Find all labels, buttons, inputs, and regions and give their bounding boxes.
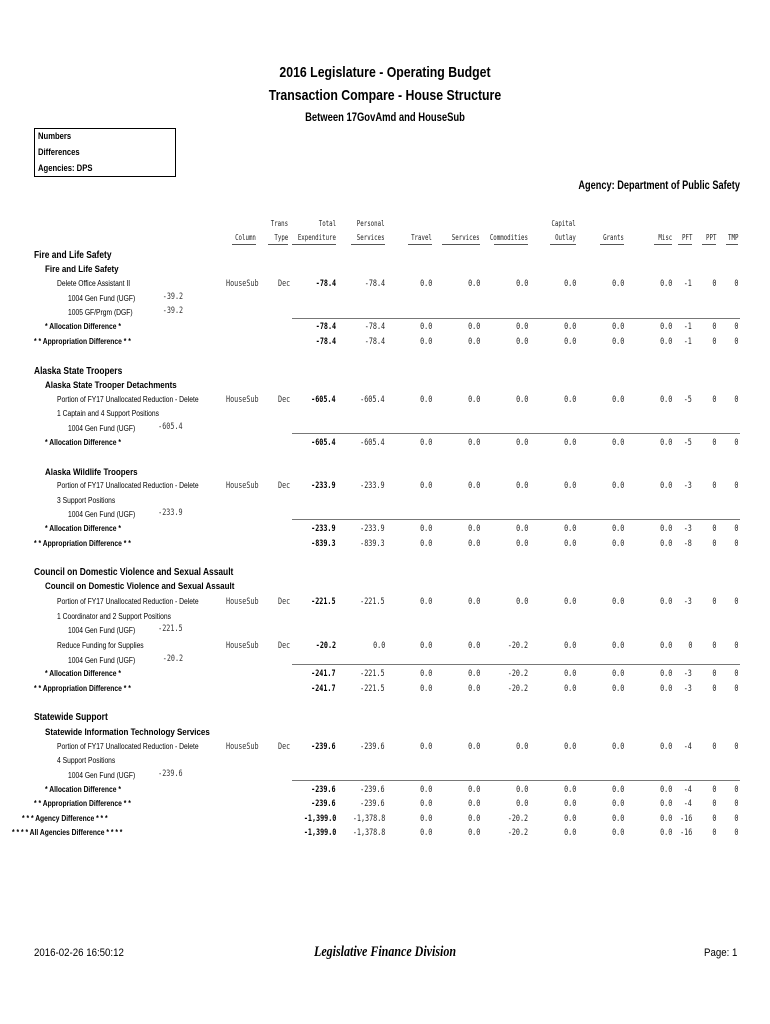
fund-source: 1004 Gen Fund (UGF) [68, 626, 136, 635]
cell-personal: -605.4 [360, 438, 385, 448]
cell-commodities: 0.0 [515, 279, 528, 289]
cell-ppt: 0 [711, 669, 716, 679]
cell-total: -20.2 [315, 641, 336, 651]
allocation-difference: * Allocation Difference * [45, 785, 121, 794]
cell-tmp: 0 [733, 322, 738, 332]
cell-travel: 0.0 [419, 814, 432, 824]
cell-tmp: 0 [733, 799, 738, 809]
cell-misc: 0.0 [659, 438, 672, 448]
cell-tmp: 0 [733, 539, 738, 549]
header-tmp-underline [726, 244, 738, 245]
cell-tmp: 0 [733, 641, 738, 651]
header-trans-type-line1: Trans [270, 219, 288, 228]
trans-type-value: Dec [278, 641, 291, 651]
trans-type-value: Dec [278, 742, 291, 752]
allocation-title: Alaska State Trooper Detachments [45, 380, 177, 391]
cell-personal: -239.6 [360, 799, 385, 809]
cell-misc: 0.0 [659, 814, 672, 824]
fund-amount: -233.9 [158, 508, 183, 518]
cell-pft: -1 [683, 279, 692, 289]
cell-commodities: 0.0 [515, 799, 528, 809]
cell-services: 0.0 [467, 481, 480, 491]
appropriation-difference: * * Appropriation Difference * * [34, 337, 131, 346]
header-travel-line2: Travel [411, 233, 432, 242]
cell-commodities: 0.0 [515, 742, 528, 752]
cell-personal: -1,378.8 [352, 828, 385, 838]
cell-ppt: 0 [711, 539, 716, 549]
cell-misc: 0.0 [659, 395, 672, 405]
cell-services: 0.0 [467, 785, 480, 795]
column-value: HouseSub [226, 641, 259, 651]
cell-services: 0.0 [467, 337, 480, 347]
header-tmp-line2: TMP [727, 233, 738, 242]
cell-tmp: 0 [733, 279, 738, 289]
appropriation-difference: * * Appropriation Difference * * [34, 799, 131, 808]
cell-pft: -3 [683, 684, 692, 694]
appropriation-difference: * * Appropriation Difference * * [34, 539, 131, 548]
header-travel-underline [408, 244, 432, 245]
header-commodities-underline [494, 244, 528, 245]
cell-pft: -3 [683, 597, 692, 607]
cell-misc: 0.0 [659, 669, 672, 679]
header-personal-services-line1: Personal [357, 219, 385, 228]
cell-misc: 0.0 [659, 524, 672, 534]
allocation-title: Fire and Life Safety [45, 264, 119, 275]
cell-grants: 0.0 [611, 684, 624, 694]
trans-type-value: Dec [278, 279, 291, 289]
line-item: Delete Office Assistant II [57, 279, 131, 288]
cell-pft: -3 [683, 669, 692, 679]
header-ppt-line2: PPT [705, 233, 716, 242]
cell-pft: -3 [683, 524, 692, 534]
cell-ppt: 0 [711, 799, 716, 809]
cell-tmp: 0 [733, 395, 738, 405]
allocation-difference: * Allocation Difference * [45, 322, 121, 331]
cell-total: -605.4 [311, 395, 336, 405]
cell-grants: 0.0 [611, 395, 624, 405]
fund-source: 1005 GF/Prgm (DGF) [68, 308, 133, 317]
cell-total: -233.9 [311, 481, 336, 491]
cell-total: -239.6 [311, 799, 336, 809]
cell-misc: 0.0 [659, 742, 672, 752]
cell-grants: 0.0 [611, 597, 624, 607]
allocation-title: Council on Domestic Violence and Sexual Assault [45, 581, 235, 592]
cell-total: -78.4 [315, 279, 336, 289]
agency-title: Agency: Department of Public Safety [578, 180, 740, 192]
column-value: HouseSub [226, 279, 259, 289]
cell-misc: 0.0 [659, 481, 672, 491]
cell-tmp: 0 [733, 828, 738, 838]
cell-tmp: 0 [733, 814, 738, 824]
cell-total: -241.7 [311, 684, 336, 694]
filter-line-differences: Differences [38, 147, 80, 157]
cell-travel: 0.0 [419, 539, 432, 549]
cell-commodities: 0.0 [515, 395, 528, 405]
cell-grants: 0.0 [611, 481, 624, 491]
cell-services: 0.0 [467, 322, 480, 332]
header-total-expenditure-line2: Expenditure [297, 233, 336, 242]
cell-total: -1,399.0 [303, 814, 336, 824]
cell-pft: -1 [683, 337, 692, 347]
header-ppt-underline [702, 244, 716, 245]
cell-commodities: 0.0 [515, 438, 528, 448]
fund-amount: -239.6 [158, 769, 183, 779]
cell-ppt: 0 [711, 785, 716, 795]
cell-ppt: 0 [711, 279, 716, 289]
cell-personal: -605.4 [360, 395, 385, 405]
allocation-difference: * Allocation Difference * [45, 524, 121, 533]
section-title: Fire and Life Safety [34, 250, 112, 261]
cell-capital: 0.0 [563, 799, 576, 809]
cell-capital: 0.0 [563, 481, 576, 491]
cell-grants: 0.0 [611, 322, 624, 332]
cell-personal: -239.6 [360, 785, 385, 795]
cell-tmp: 0 [733, 438, 738, 448]
header-pft-line2: PFT [681, 233, 692, 242]
line-item: Portion of FY17 Unallocated Reduction - Delete [57, 742, 199, 751]
header-trans-type-line2: Type [274, 233, 288, 242]
cell-travel: 0.0 [419, 641, 432, 651]
cell-misc: 0.0 [659, 337, 672, 347]
cell-pft: -5 [683, 438, 692, 448]
cell-capital: 0.0 [563, 395, 576, 405]
cell-commodities: 0.0 [515, 481, 528, 491]
filter-line-numbers: Numbers [38, 131, 72, 141]
cell-tmp: 0 [733, 597, 738, 607]
cell-pft: -1 [683, 322, 692, 332]
agency-difference: * * * Agency Difference * * * [22, 814, 108, 823]
cell-personal: -233.9 [360, 524, 385, 534]
cell-pft: -5 [683, 395, 692, 405]
header-column-underline [232, 244, 256, 245]
footer-timestamp: 2016-02-26 16:50:12 [34, 947, 124, 959]
cell-grants: 0.0 [611, 814, 624, 824]
cell-grants: 0.0 [611, 524, 624, 534]
header-grants-underline [600, 244, 624, 245]
cell-misc: 0.0 [659, 322, 672, 332]
trans-type-value: Dec [278, 597, 291, 607]
subtotal-rule [292, 664, 740, 665]
cell-capital: 0.0 [563, 669, 576, 679]
column-value: HouseSub [226, 481, 259, 491]
header-column-line2: Column [235, 233, 256, 242]
line-item-detail: 1 Coordinator and 2 Support Positions [57, 612, 171, 621]
cell-commodities: 0.0 [515, 597, 528, 607]
cell-capital: 0.0 [563, 785, 576, 795]
cell-travel: 0.0 [419, 785, 432, 795]
fund-amount: -39.2 [162, 306, 183, 316]
cell-total: -78.4 [315, 322, 336, 332]
cell-grants: 0.0 [611, 785, 624, 795]
cell-misc: 0.0 [659, 828, 672, 838]
cell-grants: 0.0 [611, 742, 624, 752]
cell-services: 0.0 [467, 641, 480, 651]
subtotal-rule [292, 780, 740, 781]
cell-personal: 0.0 [372, 641, 385, 651]
cell-total: -239.6 [311, 785, 336, 795]
line-item: Portion of FY17 Unallocated Reduction - Delete [57, 481, 199, 490]
cell-services: 0.0 [467, 669, 480, 679]
cell-personal: -1,378.8 [352, 814, 385, 824]
cell-capital: 0.0 [563, 597, 576, 607]
cell-total: -605.4 [311, 438, 336, 448]
fund-source: 1004 Gen Fund (UGF) [68, 510, 136, 519]
cell-total: -1,399.0 [303, 828, 336, 838]
cell-travel: 0.0 [419, 684, 432, 694]
cell-travel: 0.0 [419, 524, 432, 534]
trans-type-value: Dec [278, 395, 291, 405]
cell-capital: 0.0 [563, 684, 576, 694]
cell-grants: 0.0 [611, 539, 624, 549]
cell-ppt: 0 [711, 524, 716, 534]
header-services-line2: Services [452, 233, 480, 242]
cell-commodities: -20.2 [507, 669, 528, 679]
cell-ppt: 0 [711, 337, 716, 347]
fund-amount: -221.5 [158, 624, 183, 634]
filter-line-agencies: Agencies: DPS [38, 163, 93, 173]
fund-amount: -20.2 [162, 654, 183, 664]
cell-misc: 0.0 [659, 785, 672, 795]
allocation-title: Statewide Information Technology Services [45, 727, 210, 738]
allocation-title: Alaska Wildlife Troopers [45, 467, 138, 478]
subtotal-rule [292, 318, 740, 319]
cell-total: -239.6 [311, 742, 336, 752]
cell-misc: 0.0 [659, 597, 672, 607]
cell-commodities: -20.2 [507, 641, 528, 651]
cell-pft: -4 [683, 785, 692, 795]
cell-tmp: 0 [733, 481, 738, 491]
cell-services: 0.0 [467, 799, 480, 809]
cell-capital: 0.0 [563, 279, 576, 289]
line-item-detail: 1 Captain and 4 Support Positions [57, 409, 159, 418]
fund-source: 1004 Gen Fund (UGF) [68, 294, 136, 303]
cell-ppt: 0 [711, 322, 716, 332]
cell-commodities: 0.0 [515, 539, 528, 549]
section-title: Statewide Support [34, 712, 108, 723]
line-item-detail: 4 Support Positions [57, 756, 116, 765]
header-capital-outlay-underline [550, 244, 576, 245]
footer-division-logo: Legislative Finance Division [314, 944, 456, 960]
fund-amount: -605.4 [158, 422, 183, 432]
column-value: HouseSub [226, 742, 259, 752]
cell-capital: 0.0 [563, 641, 576, 651]
section-title: Council on Domestic Violence and Sexual Assault [34, 567, 234, 578]
column-value: HouseSub [226, 395, 259, 405]
cell-capital: 0.0 [563, 828, 576, 838]
cell-services: 0.0 [467, 597, 480, 607]
cell-tmp: 0 [733, 669, 738, 679]
cell-total: -241.7 [311, 669, 336, 679]
cell-misc: 0.0 [659, 684, 672, 694]
cell-travel: 0.0 [419, 279, 432, 289]
cell-grants: 0.0 [611, 641, 624, 651]
header-grants-line2: Grants [603, 233, 624, 242]
cell-pft: -16 [679, 814, 692, 824]
cell-personal: -233.9 [360, 481, 385, 491]
cell-travel: 0.0 [419, 395, 432, 405]
cell-personal: -221.5 [360, 669, 385, 679]
cell-services: 0.0 [467, 828, 480, 838]
cell-services: 0.0 [467, 814, 480, 824]
cell-ppt: 0 [711, 814, 716, 824]
header-services-underline [442, 244, 480, 245]
column-value: HouseSub [226, 597, 259, 607]
fund-source: 1004 Gen Fund (UGF) [68, 424, 136, 433]
cell-services: 0.0 [467, 279, 480, 289]
cell-capital: 0.0 [563, 742, 576, 752]
fund-amount: -39.2 [162, 292, 183, 302]
fund-source: 1004 Gen Fund (UGF) [68, 771, 136, 780]
cell-pft: -8 [683, 539, 692, 549]
line-item: Portion of FY17 Unallocated Reduction - Delete [57, 395, 199, 404]
cell-ppt: 0 [711, 395, 716, 405]
cell-misc: 0.0 [659, 641, 672, 651]
line-item: Reduce Funding for Supplies [57, 641, 144, 650]
header-capital-outlay-line2: Outlay [555, 233, 576, 242]
header-misc-line2: Misc [658, 233, 672, 242]
trans-type-value: Dec [278, 481, 291, 491]
cell-tmp: 0 [733, 337, 738, 347]
cell-travel: 0.0 [419, 742, 432, 752]
subtotal-rule [292, 519, 740, 520]
cell-commodities: -20.2 [507, 684, 528, 694]
cell-commodities: -20.2 [507, 828, 528, 838]
report-title-line2: Transaction Compare - House Structure [268, 87, 502, 104]
cell-commodities: 0.0 [515, 524, 528, 534]
cell-services: 0.0 [467, 539, 480, 549]
line-item: Portion of FY17 Unallocated Reduction - Delete [57, 597, 199, 606]
cell-grants: 0.0 [611, 337, 624, 347]
header-total-expenditure-line1: Total [318, 219, 336, 228]
cell-ppt: 0 [711, 438, 716, 448]
cell-capital: 0.0 [563, 814, 576, 824]
cell-travel: 0.0 [419, 337, 432, 347]
cell-services: 0.0 [467, 438, 480, 448]
cell-ppt: 0 [711, 742, 716, 752]
cell-grants: 0.0 [611, 438, 624, 448]
cell-personal: -78.4 [364, 279, 385, 289]
cell-tmp: 0 [733, 742, 738, 752]
cell-misc: 0.0 [659, 799, 672, 809]
cell-misc: 0.0 [659, 539, 672, 549]
cell-ppt: 0 [711, 684, 716, 694]
cell-services: 0.0 [467, 524, 480, 534]
cell-tmp: 0 [733, 524, 738, 534]
cell-commodities: -20.2 [507, 814, 528, 824]
cell-services: 0.0 [467, 395, 480, 405]
cell-pft: -4 [683, 742, 692, 752]
cell-total: -839.3 [311, 539, 336, 549]
cell-travel: 0.0 [419, 828, 432, 838]
cell-misc: 0.0 [659, 279, 672, 289]
cell-personal: -839.3 [360, 539, 385, 549]
cell-pft: -4 [683, 799, 692, 809]
cell-ppt: 0 [711, 828, 716, 838]
cell-total: -78.4 [315, 337, 336, 347]
cell-capital: 0.0 [563, 438, 576, 448]
header-misc-underline [654, 244, 672, 245]
header-total-expenditure-underline [292, 244, 336, 245]
cell-grants: 0.0 [611, 279, 624, 289]
header-commodities-line2: Commodities [489, 233, 528, 242]
report-subtitle: Between 17GovAmd and HouseSub [305, 112, 465, 124]
cell-commodities: 0.0 [515, 337, 528, 347]
footer-page-number: Page: 1 [704, 947, 738, 959]
cell-services: 0.0 [467, 742, 480, 752]
header-personal-services-underline [351, 244, 385, 245]
cell-tmp: 0 [733, 785, 738, 795]
cell-grants: 0.0 [611, 799, 624, 809]
cell-ppt: 0 [711, 481, 716, 491]
header-trans-type-underline [268, 244, 288, 245]
cell-travel: 0.0 [419, 481, 432, 491]
cell-personal: -78.4 [364, 337, 385, 347]
cell-personal: -78.4 [364, 322, 385, 332]
cell-commodities: 0.0 [515, 322, 528, 332]
cell-personal: -221.5 [360, 597, 385, 607]
cell-personal: -221.5 [360, 684, 385, 694]
header-personal-services-line2: Services [357, 233, 385, 242]
cell-personal: -239.6 [360, 742, 385, 752]
fund-source: 1004 Gen Fund (UGF) [68, 656, 136, 665]
cell-commodities: 0.0 [515, 785, 528, 795]
cell-ppt: 0 [711, 641, 716, 651]
cell-pft: -3 [683, 481, 692, 491]
header-capital-outlay-line1: Capital [551, 219, 576, 228]
cell-total: -233.9 [311, 524, 336, 534]
cell-travel: 0.0 [419, 597, 432, 607]
cell-grants: 0.0 [611, 669, 624, 679]
cell-total: -221.5 [311, 597, 336, 607]
allocation-difference: * Allocation Difference * [45, 438, 121, 447]
cell-grants: 0.0 [611, 828, 624, 838]
appropriation-difference: * * Appropriation Difference * * [34, 684, 131, 693]
cell-services: 0.0 [467, 684, 480, 694]
allocation-difference: * Allocation Difference * [45, 669, 121, 678]
line-item-detail: 3 Support Positions [57, 496, 116, 505]
cell-capital: 0.0 [563, 337, 576, 347]
all-agencies-difference: * * * * All Agencies Difference * * * * [12, 828, 123, 837]
cell-capital: 0.0 [563, 524, 576, 534]
cell-capital: 0.0 [563, 539, 576, 549]
subtotal-rule [292, 433, 740, 434]
section-title: Alaska State Troopers [34, 366, 123, 377]
report-title-line1: 2016 Legislature - Operating Budget [279, 64, 491, 81]
header-pft-underline [678, 244, 692, 245]
cell-pft: 0 [687, 641, 692, 651]
cell-travel: 0.0 [419, 322, 432, 332]
cell-travel: 0.0 [419, 438, 432, 448]
cell-pft: -16 [679, 828, 692, 838]
filter-box [34, 128, 176, 177]
cell-ppt: 0 [711, 597, 716, 607]
cell-travel: 0.0 [419, 799, 432, 809]
cell-tmp: 0 [733, 684, 738, 694]
cell-travel: 0.0 [419, 669, 432, 679]
cell-capital: 0.0 [563, 322, 576, 332]
